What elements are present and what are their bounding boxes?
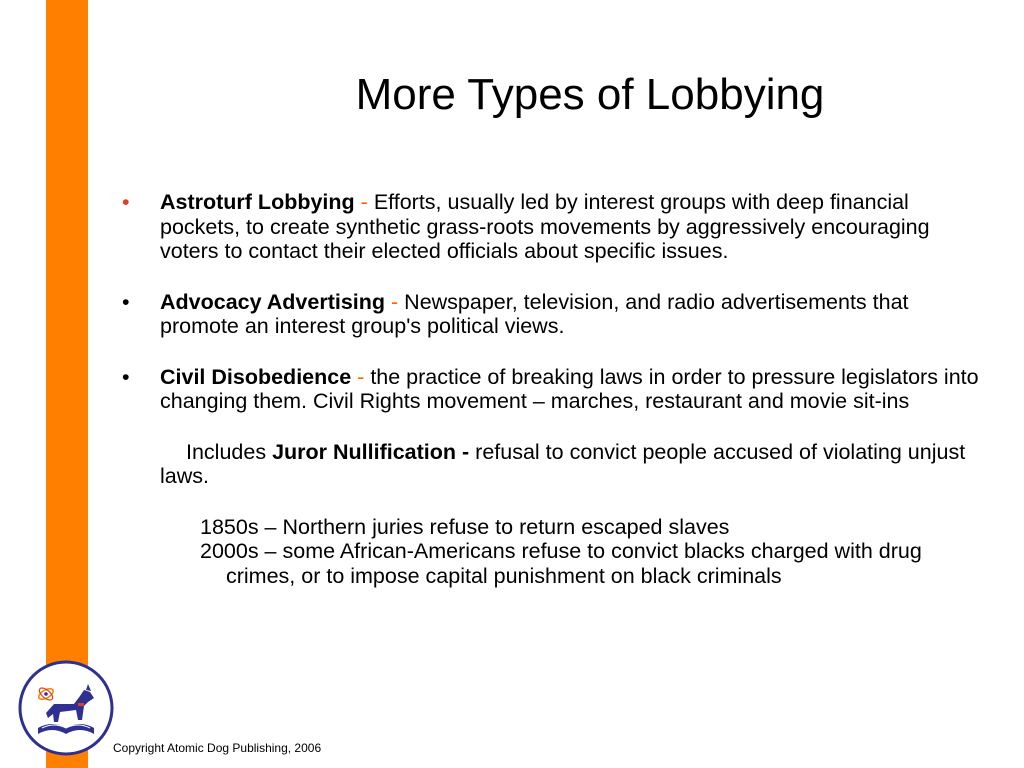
examples-list <box>120 515 980 589</box>
bullet-text: the practice of breaking laws in order to pressure legislators into changing them. Civil Rights movement – marches, restaurant and movie sit-ins <box>160 364 979 413</box>
bullet-term: Civil Disobedience <box>160 364 352 389</box>
bullet-advocacy <box>120 290 980 339</box>
slide-content <box>120 190 980 588</box>
bullet-term: Advocacy Advertising <box>160 289 386 314</box>
bullet-dash: - <box>357 364 365 389</box>
orange-sidebar <box>46 0 88 768</box>
bullet-civil-disobedience <box>120 365 980 414</box>
example-2000s: 2000s – some African-Americans refuse to convict blacks charged with drug crimes, or to impose capital punishment on black criminals <box>200 539 922 588</box>
example-1850s: 1850s – Northern juries refuse to return escaped slaves <box>200 514 730 539</box>
bullet-dash: - <box>360 190 368 214</box>
bullet-dot: • <box>122 364 130 389</box>
bullet-dot: • <box>122 190 130 214</box>
juror-nullification-paragraph <box>120 440 980 489</box>
bullet-term: Astroturf Lobbying <box>160 190 355 214</box>
bullet-dash: - <box>391 289 399 314</box>
bullet-text: Efforts, usually led by interest groups with deep financial pockets, to create synthetic grass-roots movements by aggressively encouraging voters to contact their elected officials about specific issues. <box>160 190 930 263</box>
copyright-text: Copyright Atomic Dog Publishing, 2006 <box>113 741 322 755</box>
juror-prefix: Includes <box>186 439 267 464</box>
atomic-dog-logo-icon <box>16 658 116 758</box>
bullet-text: Newspaper, television, and radio advertisements that promote an interest group's political views. <box>160 289 909 338</box>
slide-title: More Types of Lobbying <box>355 70 825 119</box>
bullet-astroturf <box>120 190 980 264</box>
bullet-dot: • <box>122 289 130 314</box>
juror-text: refusal to convict people accused of violating unjust laws. <box>160 439 966 488</box>
juror-term: Juror Nullification - <box>272 439 470 464</box>
